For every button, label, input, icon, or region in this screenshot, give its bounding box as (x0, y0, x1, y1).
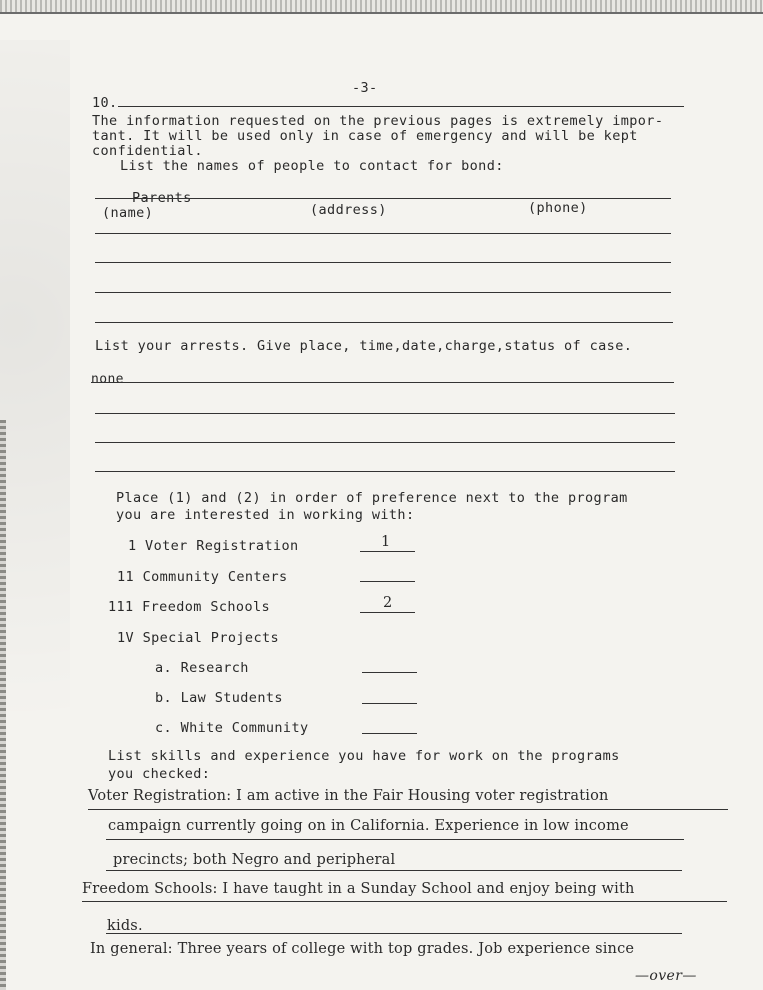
scan-top-edge (0, 0, 763, 14)
rule-arrests-4 (95, 471, 675, 472)
rule-arrests-3 (95, 442, 675, 443)
intro-line-3: confidential. (92, 143, 203, 159)
program-community-centers: 11 Community Centers (117, 569, 288, 585)
column-phone-label: (phone) (528, 200, 588, 216)
bond-prompt: List the names of people to contact for bond: (120, 158, 504, 174)
subproject-white-community: c. White Community (155, 720, 309, 736)
scan-left-edge (0, 420, 6, 990)
rule-bond-3 (95, 262, 671, 263)
arrests-answer: none (91, 372, 124, 387)
preference-prompt-2: you are interested in working with: (116, 507, 415, 523)
skills-line-4: Freedom Schools: I have taught in a Sunday School and enjoy being with (82, 881, 635, 897)
rule-q10 (118, 106, 684, 107)
footer-over-note: —over— (635, 968, 697, 984)
program-special-projects: 1V Special Projects (117, 630, 280, 646)
blank-law-students (362, 703, 417, 704)
blank-research (362, 672, 417, 673)
rule-skills-4 (82, 901, 727, 902)
intro-line-1: The information requested on the previous pages is extremely impor- (92, 113, 664, 129)
question-number: 10. (92, 95, 118, 111)
rule-bond-5 (95, 322, 673, 323)
skills-line-2: campaign currently going on in California. Experience in low income (108, 818, 629, 834)
rule-skills-5 (106, 933, 682, 934)
subproject-research: a. Research (155, 660, 249, 676)
skills-line-5: kids. (107, 918, 143, 934)
rule-skills-3 (106, 870, 682, 871)
blank-community-centers (360, 581, 415, 582)
program-voter-registration: 1 Voter Registration (128, 538, 299, 554)
rule-arrests-1 (91, 382, 674, 383)
rule-bond-2 (95, 233, 671, 234)
blank-freedom-schools (360, 612, 415, 613)
skills-prompt-1: List skills and experience you have for work on the programs (108, 748, 620, 764)
subproject-law-students: b. Law Students (155, 690, 283, 706)
program-freedom-schools-choice: 2 (383, 595, 393, 611)
intro-line-2: tant. It will be used only in case of emergency and will be kept (92, 128, 638, 144)
arrests-prompt: List your arrests. Give place, time,date,charge,status of case. (95, 338, 633, 354)
rule-arrests-2 (95, 413, 675, 414)
blank-white-community (362, 733, 417, 734)
program-freedom-schools: 111 Freedom Schools (108, 599, 271, 615)
rule-bond-4 (95, 292, 671, 293)
skills-prompt-2: you checked: (108, 766, 211, 782)
bond-entry: Parents (132, 190, 192, 206)
skills-line-1: Voter Registration: I am active in the Fair Housing voter registration (88, 788, 609, 804)
preference-prompt-1: Place (1) and (2) in order of preference next to the program (116, 490, 628, 506)
rule-skills-2 (106, 839, 684, 840)
skills-line-3: precincts; both Negro and peripheral (113, 852, 396, 868)
skills-line-6: In general: Three years of college with top grades. Job experience since (90, 941, 635, 957)
blank-voter-registration (360, 551, 415, 552)
program-voter-registration-choice: 1 (381, 534, 391, 550)
rule-skills-1 (88, 809, 728, 810)
scan-left-shading (0, 40, 70, 990)
page-number: -3- (352, 80, 378, 96)
rule-bond-1 (95, 198, 671, 199)
column-address-label: (address) (310, 202, 387, 218)
column-name-label: (name) (102, 205, 154, 221)
